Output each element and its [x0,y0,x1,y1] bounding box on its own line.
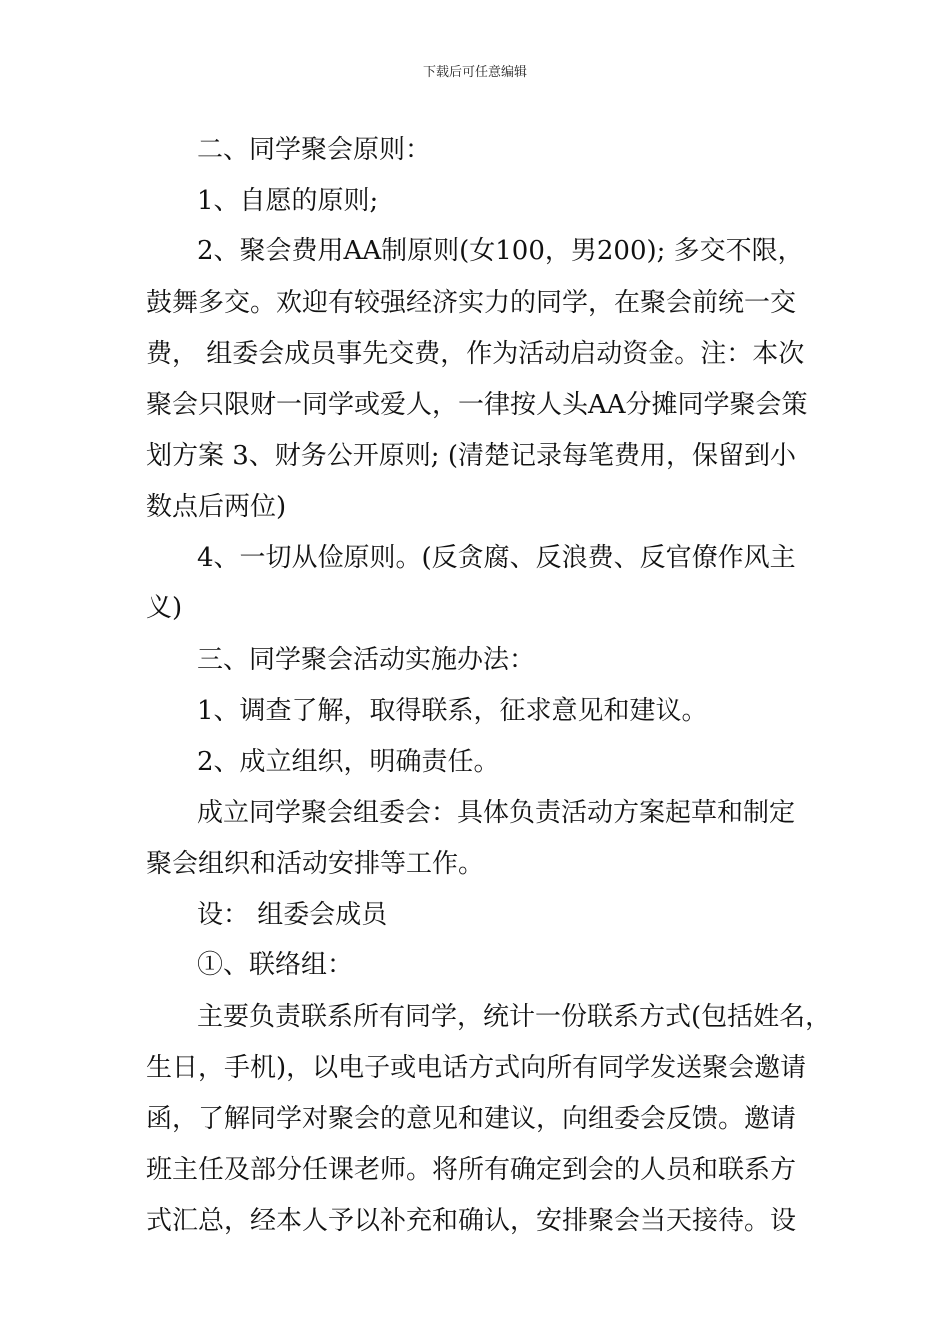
paragraph-line: 4、一切从俭原则。(反贪腐、反浪费、反官僚作风主 [197,543,796,573]
section-heading: 二、同学聚会原则： [197,135,432,165]
paragraph-line: 1、自愿的原则; [197,186,379,216]
paragraph-line: 主要负责联系所有同学，统计一份联系方式(包括姓名， [197,1002,832,1032]
paragraph-line: 聚会组织和活动安排等工作。 [146,849,485,879]
paragraph-line: 聚会只限财一同学或爱人，一律按人头AA分摊同学聚会策 [146,390,808,420]
paragraph-line: 式汇总，经本人予以补充和确认，安排聚会当天接待。设 [146,1206,797,1236]
paragraph-line: 鼓舞多交。欢迎有较强经济实力的同学，在聚会前统一交 [146,288,797,318]
paragraph-line: 数点后两位) [146,492,287,522]
paragraph-line: 生日，手机)，以电子或电话方式向所有同学发送聚会邀请 [146,1053,807,1083]
paragraph-line: 设： 组委会成员 [197,900,388,930]
paragraph-line: 2、成立组织，明确责任。 [197,747,500,777]
paragraph-line: 班主任及部分任课老师。将所有确定到会的人员和联系方 [146,1155,797,1185]
paragraph-line: 成立同学聚会组委会：具体负责活动方案起草和制定 [197,798,796,828]
paragraph-line: 函，了解同学对聚会的意见和建议，向组委会反馈。邀请 [146,1104,797,1134]
paragraph-line: 1、调查了解，取得联系，征求意见和建议。 [197,696,708,726]
section-heading: 三、同学聚会活动实施办法： [197,645,536,675]
paragraph-line: 费， 组委会成员事先交费，作为活动启动资金。注：本次 [146,339,805,369]
paragraph-line: 划方案 3、财务公开原则; (清楚记录每笔费用，保留到小 [146,441,796,471]
paragraph-line: 2、聚会费用AA制原则(女100，男200); 多交不限， [197,236,804,266]
page-header: 下载后可任意编辑 [422,65,527,80]
paragraph-line: ①、联络组： [197,950,354,980]
paragraph-line: 义) [146,593,183,623]
